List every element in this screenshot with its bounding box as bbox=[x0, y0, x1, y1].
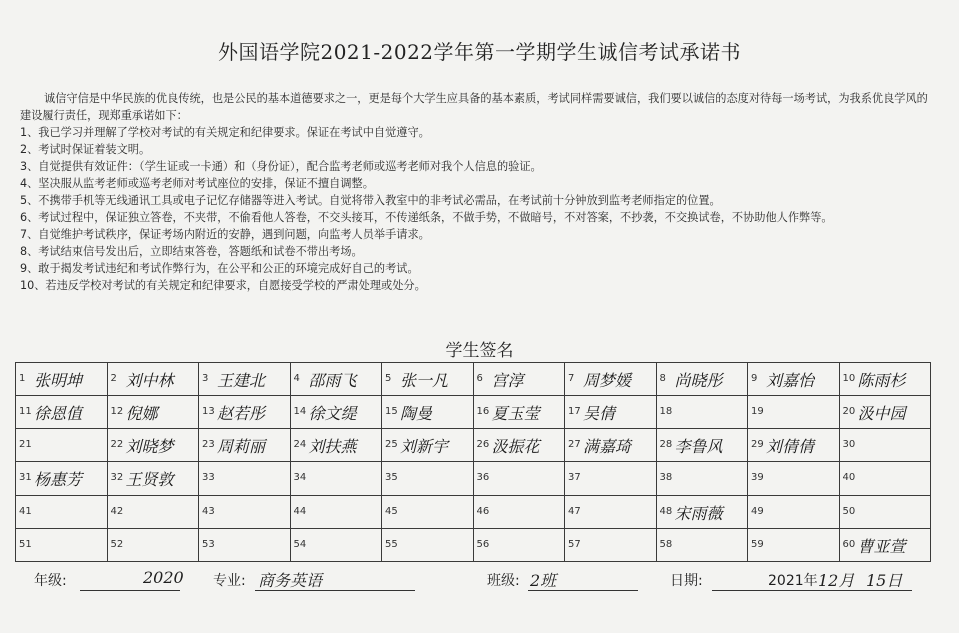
student-signature: 曹亚萱 bbox=[857, 536, 906, 556]
signature-cell[interactable] bbox=[839, 429, 931, 462]
signature-cell[interactable] bbox=[656, 363, 748, 396]
signature-cell[interactable] bbox=[290, 495, 382, 528]
document-title: 外国语学院2021-2022学年第一学期学生诚信考试承诺书 bbox=[217, 40, 742, 64]
signature-cell[interactable] bbox=[473, 528, 565, 561]
signature-cell[interactable] bbox=[290, 528, 382, 561]
student-signature: 周莉丽 bbox=[217, 437, 266, 457]
student-signature: 王建北 bbox=[217, 371, 266, 390]
signature-row bbox=[16, 429, 931, 462]
major-underline bbox=[255, 590, 415, 591]
student-signature: 杨惠芳 bbox=[34, 470, 83, 490]
seat-number: 33 bbox=[202, 472, 215, 484]
signature-row bbox=[16, 462, 931, 495]
student-signature: 陶曼 bbox=[400, 404, 433, 424]
seat-number: 17 bbox=[568, 406, 581, 418]
student-signature: 周梦媛 bbox=[583, 371, 632, 390]
grade-label: 年级: bbox=[34, 573, 67, 589]
class-underline bbox=[528, 590, 638, 591]
signature-cell[interactable] bbox=[565, 363, 657, 396]
seat-number: 11 bbox=[19, 406, 32, 418]
student-signature: 刘晓梦 bbox=[125, 437, 174, 457]
signature-cell[interactable] bbox=[656, 429, 748, 462]
signature-cell[interactable] bbox=[656, 396, 748, 429]
signature-cell[interactable] bbox=[199, 495, 291, 528]
seat-number: 30 bbox=[842, 439, 856, 451]
signature-cell[interactable] bbox=[199, 429, 291, 462]
grade-value: 2020 bbox=[143, 568, 184, 587]
seat-number: 19 bbox=[751, 406, 764, 418]
student-signature: 徐文缇 bbox=[308, 404, 357, 424]
signature-cell[interactable] bbox=[16, 528, 108, 561]
seat-number: 24 bbox=[293, 439, 307, 451]
signature-cell[interactable] bbox=[565, 495, 657, 528]
seat-number: 6 bbox=[476, 373, 483, 384]
signature-cell[interactable] bbox=[656, 495, 748, 528]
seat-number: 55 bbox=[385, 538, 398, 550]
signature-cell[interactable] bbox=[199, 528, 291, 561]
signature-table bbox=[15, 362, 931, 562]
seat-number: 49 bbox=[751, 505, 764, 517]
signature-cell[interactable] bbox=[290, 462, 382, 495]
seat-number: 47 bbox=[568, 505, 581, 517]
seat-number: 27 bbox=[568, 439, 581, 451]
seat-number: 31 bbox=[19, 472, 32, 484]
rule-item: 10、若违反学校对考试的有关规定和纪律要求，自愿接受学校的严肃处理或处分。 bbox=[20, 279, 426, 292]
signature-cell[interactable] bbox=[839, 462, 931, 495]
signature-cell[interactable] bbox=[16, 396, 108, 429]
signature-cell[interactable] bbox=[748, 495, 840, 528]
signature-cell[interactable] bbox=[16, 429, 108, 462]
student-signature: 刘扶燕 bbox=[308, 437, 357, 457]
signature-cell[interactable] bbox=[107, 429, 199, 462]
major-value: 商务英语 bbox=[258, 571, 323, 590]
signature-cell[interactable] bbox=[199, 396, 291, 429]
seat-number: 3 bbox=[202, 373, 209, 384]
seat-number: 18 bbox=[659, 406, 673, 418]
signature-cell[interactable] bbox=[473, 363, 565, 396]
student-signature: 张明坤 bbox=[34, 371, 83, 390]
signature-cell[interactable] bbox=[107, 462, 199, 495]
seat-number: 38 bbox=[659, 472, 673, 484]
seat-number: 13 bbox=[202, 406, 215, 418]
student-signature: 吴倩 bbox=[583, 404, 616, 424]
signature-cell[interactable] bbox=[382, 363, 474, 396]
seat-number: 36 bbox=[476, 472, 490, 484]
seat-number: 56 bbox=[476, 538, 490, 550]
seat-number: 39 bbox=[751, 472, 764, 484]
signature-cell[interactable] bbox=[473, 495, 565, 528]
class-label: 班级: bbox=[487, 573, 520, 589]
signature-cell[interactable] bbox=[473, 429, 565, 462]
rule-item: 5、不携带手机等无线通讯工具或电子记忆存储器等进入考试。自觉将带入教室中的非考试必需品，在考试前十分钟放到监考老师指定的位置。 bbox=[20, 194, 721, 207]
rule-item: 8、考试结束信号发出后，立即结束答卷，答题纸和试卷不带出考场。 bbox=[20, 245, 363, 258]
signature-cell[interactable] bbox=[107, 363, 199, 396]
seat-number: 46 bbox=[476, 505, 490, 517]
student-signature: 刘嘉怡 bbox=[766, 371, 815, 390]
seat-number: 29 bbox=[751, 439, 764, 451]
seat-number: 21 bbox=[19, 439, 32, 451]
student-signature: 赵若彤 bbox=[217, 404, 266, 424]
footer bbox=[0, 566, 959, 594]
seat-number: 41 bbox=[19, 505, 32, 517]
rule-item: 4、坚决服从监考老师或巡考老师对考试座位的安排，保证不擅自调整。 bbox=[20, 177, 374, 190]
seat-number: 4 bbox=[293, 373, 300, 384]
seat-number: 43 bbox=[202, 505, 215, 517]
signature-cell[interactable] bbox=[565, 528, 657, 561]
signature-cell[interactable] bbox=[290, 396, 382, 429]
seat-number: 8 bbox=[659, 373, 666, 384]
seat-number: 25 bbox=[385, 439, 398, 451]
signature-cell[interactable] bbox=[382, 495, 474, 528]
signature-cell[interactable] bbox=[199, 462, 291, 495]
seat-number: 40 bbox=[842, 472, 856, 484]
seat-number: 51 bbox=[19, 538, 32, 550]
date-year: 2021年 bbox=[768, 573, 818, 589]
seat-number: 9 bbox=[751, 373, 758, 384]
seat-number: 45 bbox=[385, 505, 398, 517]
signature-cell[interactable] bbox=[473, 396, 565, 429]
major-label: 专业: bbox=[213, 573, 246, 589]
seat-number: 28 bbox=[659, 439, 673, 451]
student-signature: 邵雨飞 bbox=[308, 371, 357, 390]
class-value: 2班 bbox=[530, 571, 557, 590]
seat-number: 16 bbox=[476, 406, 490, 418]
signature-cell[interactable] bbox=[839, 528, 931, 561]
signature-cell[interactable] bbox=[16, 495, 108, 528]
seat-number: 14 bbox=[293, 406, 307, 418]
signature-row bbox=[16, 495, 931, 528]
rule-item: 9、敢于揭发考试违纪和考试作弊行为，在公平和公正的环境完成好自己的考试。 bbox=[20, 262, 419, 275]
student-signature: 汲振花 bbox=[491, 437, 540, 457]
date-month: 12月 bbox=[818, 571, 855, 590]
seat-number: 59 bbox=[751, 538, 764, 550]
signature-cell[interactable] bbox=[839, 396, 931, 429]
seat-number: 48 bbox=[659, 505, 673, 517]
student-signature: 宋雨薇 bbox=[674, 503, 723, 523]
student-signature: 李鲁风 bbox=[674, 437, 723, 457]
date-label: 日期: bbox=[670, 573, 703, 589]
seat-number: 20 bbox=[842, 406, 856, 418]
signature-cell[interactable] bbox=[16, 363, 108, 396]
signature-cell[interactable] bbox=[748, 429, 840, 462]
signature-heading: 学生签名 bbox=[445, 341, 514, 361]
seat-number: 22 bbox=[110, 439, 124, 451]
signature-cell[interactable] bbox=[290, 363, 382, 396]
seat-number: 1 bbox=[19, 373, 26, 384]
signature-cell[interactable] bbox=[748, 462, 840, 495]
date-underline bbox=[712, 590, 912, 591]
signature-cell[interactable] bbox=[199, 363, 291, 396]
student-signature: 尚晓彤 bbox=[674, 371, 723, 390]
intro-paragraph: 诚信守信是中华民族的优良传统，也是公民的基本道德要求之一，更是每个大学生应具备的基本素质，考试同样需要诚信，我们要以诚信的态度对待每一场考试，为我系优良学风的建设履行责任，现郑重承诺如下： bbox=[20, 92, 928, 122]
rule-item: 1、我已学习并理解了学校对考试的有关规定和纪律要求。保证在考试中自觉遵守。 bbox=[20, 126, 430, 139]
seat-number: 15 bbox=[385, 406, 398, 418]
seat-number: 34 bbox=[293, 472, 307, 484]
signature-cell[interactable] bbox=[748, 396, 840, 429]
date-day: 15日 bbox=[866, 571, 903, 590]
rules-list bbox=[20, 124, 930, 294]
signature-row bbox=[16, 363, 931, 396]
student-signature: 刘中林 bbox=[125, 371, 174, 390]
signature-cell[interactable] bbox=[382, 462, 474, 495]
seat-number: 32 bbox=[110, 472, 124, 484]
student-signature: 刘倩倩 bbox=[766, 437, 815, 457]
student-signature: 倪娜 bbox=[125, 404, 158, 424]
signature-cell[interactable] bbox=[839, 363, 931, 396]
student-signature: 宫淳 bbox=[491, 371, 524, 390]
student-signature: 陈雨杉 bbox=[857, 371, 906, 390]
signature-cell[interactable] bbox=[748, 528, 840, 561]
signature-cell[interactable] bbox=[107, 528, 199, 561]
seat-number: 57 bbox=[568, 538, 581, 550]
seat-number: 26 bbox=[476, 439, 490, 451]
signature-cell[interactable] bbox=[748, 363, 840, 396]
student-signature: 张一凡 bbox=[400, 371, 449, 390]
signature-cell[interactable] bbox=[656, 528, 748, 561]
signature-cell[interactable] bbox=[16, 462, 108, 495]
signature-cell[interactable] bbox=[565, 462, 657, 495]
seat-number: 10 bbox=[842, 373, 856, 384]
seat-number: 12 bbox=[110, 406, 124, 418]
student-signature: 刘新宇 bbox=[400, 437, 449, 457]
signature-row bbox=[16, 396, 931, 429]
grade-underline bbox=[80, 590, 180, 591]
seat-number: 7 bbox=[568, 373, 575, 384]
seat-number: 23 bbox=[202, 439, 215, 451]
seat-number: 44 bbox=[293, 505, 307, 517]
signature-cell[interactable] bbox=[107, 495, 199, 528]
rule-item: 7、自觉维护考试秩序，保证考场内附近的安静，遇到问题，向监考人员举手请求。 bbox=[20, 228, 430, 241]
signature-cell[interactable] bbox=[107, 396, 199, 429]
signature-cell[interactable] bbox=[565, 429, 657, 462]
signature-cell[interactable] bbox=[473, 462, 565, 495]
signature-row bbox=[16, 528, 931, 561]
seat-number: 53 bbox=[202, 538, 215, 550]
rule-item: 2、考试时保证着装文明。 bbox=[20, 143, 151, 156]
seat-number: 50 bbox=[842, 505, 856, 517]
student-signature: 徐恩值 bbox=[34, 404, 83, 424]
seat-number: 37 bbox=[568, 472, 581, 484]
student-signature: 满嘉琦 bbox=[583, 437, 632, 457]
seat-number: 5 bbox=[385, 373, 392, 384]
signature-cell[interactable] bbox=[290, 429, 382, 462]
signature-cell[interactable] bbox=[382, 528, 474, 561]
seat-number: 58 bbox=[659, 538, 673, 550]
rule-item: 3、自觉提供有效证件：（学生证或一卡通）和（身份证），配合监考老师或巡考老师对我个人信息的验证。 bbox=[20, 160, 542, 173]
student-signature: 王贤敦 bbox=[125, 470, 174, 490]
signature-cell[interactable] bbox=[839, 495, 931, 528]
seat-number: 54 bbox=[293, 538, 307, 550]
seat-number: 60 bbox=[842, 538, 856, 550]
student-signature: 夏玉莹 bbox=[491, 404, 540, 424]
signature-cell[interactable] bbox=[382, 396, 474, 429]
signature-cell[interactable] bbox=[382, 429, 474, 462]
seat-number: 52 bbox=[110, 538, 124, 550]
signature-cell[interactable] bbox=[656, 462, 748, 495]
seat-number: 35 bbox=[385, 472, 398, 484]
seat-number: 42 bbox=[110, 505, 124, 517]
signature-cell[interactable] bbox=[565, 396, 657, 429]
pledge-text bbox=[20, 90, 930, 294]
rule-item: 6、考试过程中，保证独立答卷，不夹带，不偷看他人答卷，不交头接耳，不传递纸条，不做手势，不做暗号，不对答案，不抄袭，不交换试卷，不协助他人作弊等。 bbox=[20, 211, 833, 224]
student-signature: 汲中园 bbox=[857, 404, 906, 424]
seat-number: 2 bbox=[110, 373, 117, 384]
